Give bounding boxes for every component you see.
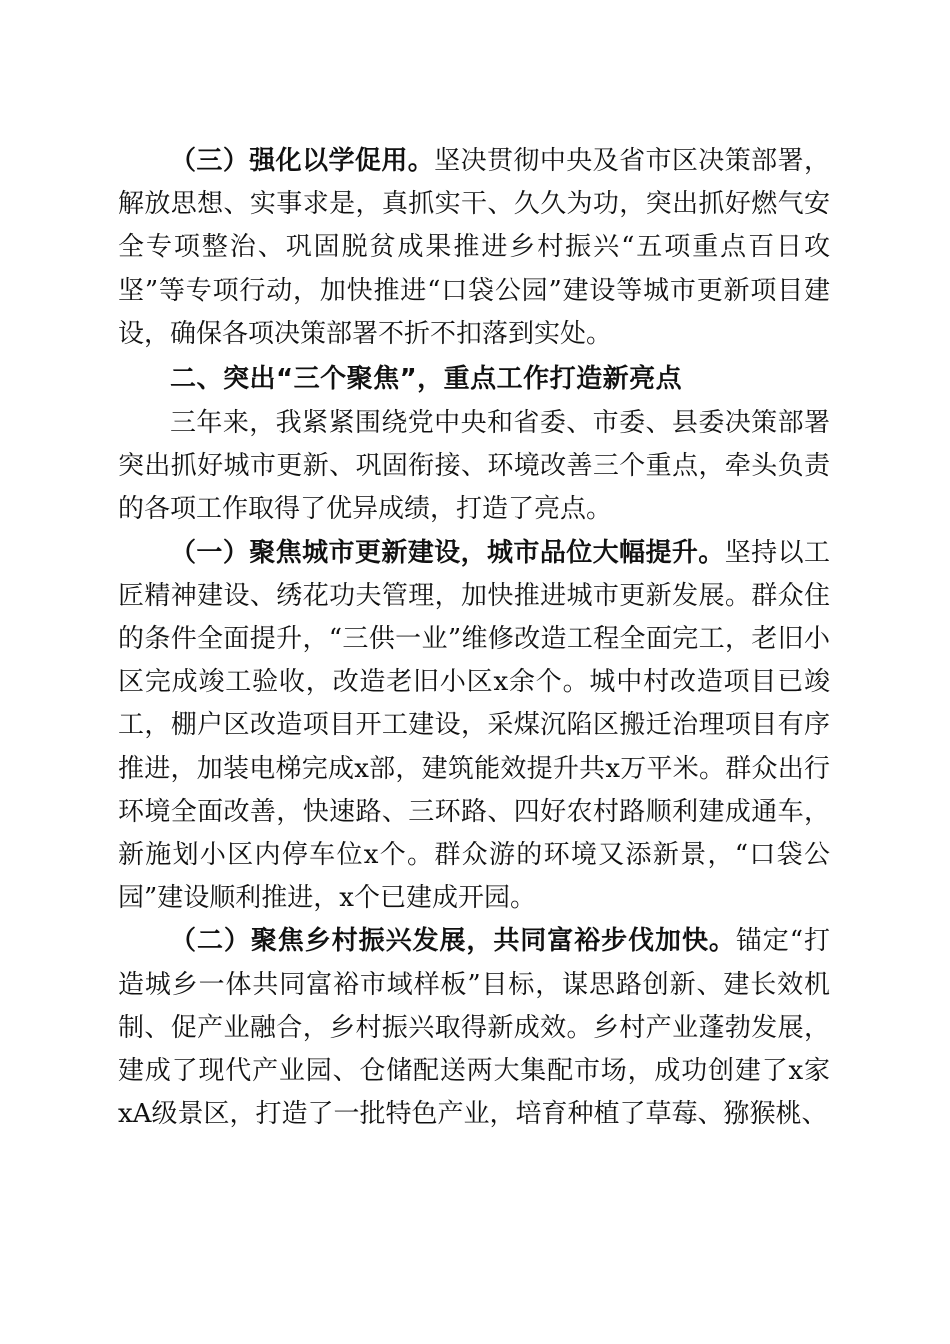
paragraph-rural-revitalization [118,920,830,1136]
document-body [118,140,830,1136]
paragraph-lead: （二）聚焦乡村振兴发展，共同富裕步伐加快。 [170,926,736,957]
section-heading-three-focuses: 二、突出“三个聚焦”，重点工作打造新亮点 [170,364,683,395]
paragraph-text: 锚定“打造城乡一体共同富裕市域样板”目标，谋思路创新、建长效机制、促产业融合，乡村振兴取得新成效。乡村产业蓬勃发展，建成了现代产业园、仓储配送两大集配市场，成功创建了x家xA级景区，打造了一批特色产业，培育种植了草莓、猕猴桃、 [118,926,830,1130]
paragraph-text: 三年来，我紧紧围绕党中央和省委、市委、县委决策部署突出抓好城市更新、巩固衔接、环境改善三个重点，牵头负责的各项工作取得了优异成绩，打造了亮点。 [118,408,830,525]
paragraph-strengthen-application [118,140,830,356]
paragraph-lead: （三）强化以学促用。 [170,146,435,176]
paragraph-text: 坚持以工匠精神建设、绣花功夫管理，加快推进城市更新发展。群众住的条件全面提升，“三供一业”维修改造工程全面完工，老旧小区完成竣工验收，改造老旧小区x余个。城中村改造项目已竣工，棚户区改造项目开工建设，采煤沉陷区搬迁治理项目有序推进，加装电梯完成x部，建筑能效提升共x万平米。群众出行环境全面改善，快速路、三环路、四好农村路顺利建成通车，新施划小区内停车位x个。群众游的环境又添新景，“口袋公园”建设顺利推进，x个已建成开园。 [118,537,830,914]
paragraph-lead: （一）聚焦城市更新建设，城市品位大幅提升。 [170,537,725,568]
paragraph-text: 坚决贯彻中央及省市区决策部署，解放思想、实事求是，真抓实干、久久为功，突出抓好燃气安全专项整治、巩固脱贫成果推进乡村振兴“五项重点百日攻坚”等专项行动，加快推进“口袋公园”建设等城市更新项目建设，确保各项决策部署不折不扣落到实处。 [118,146,830,349]
paragraph-urban-renewal [118,532,830,921]
paragraph-overview [118,402,830,532]
